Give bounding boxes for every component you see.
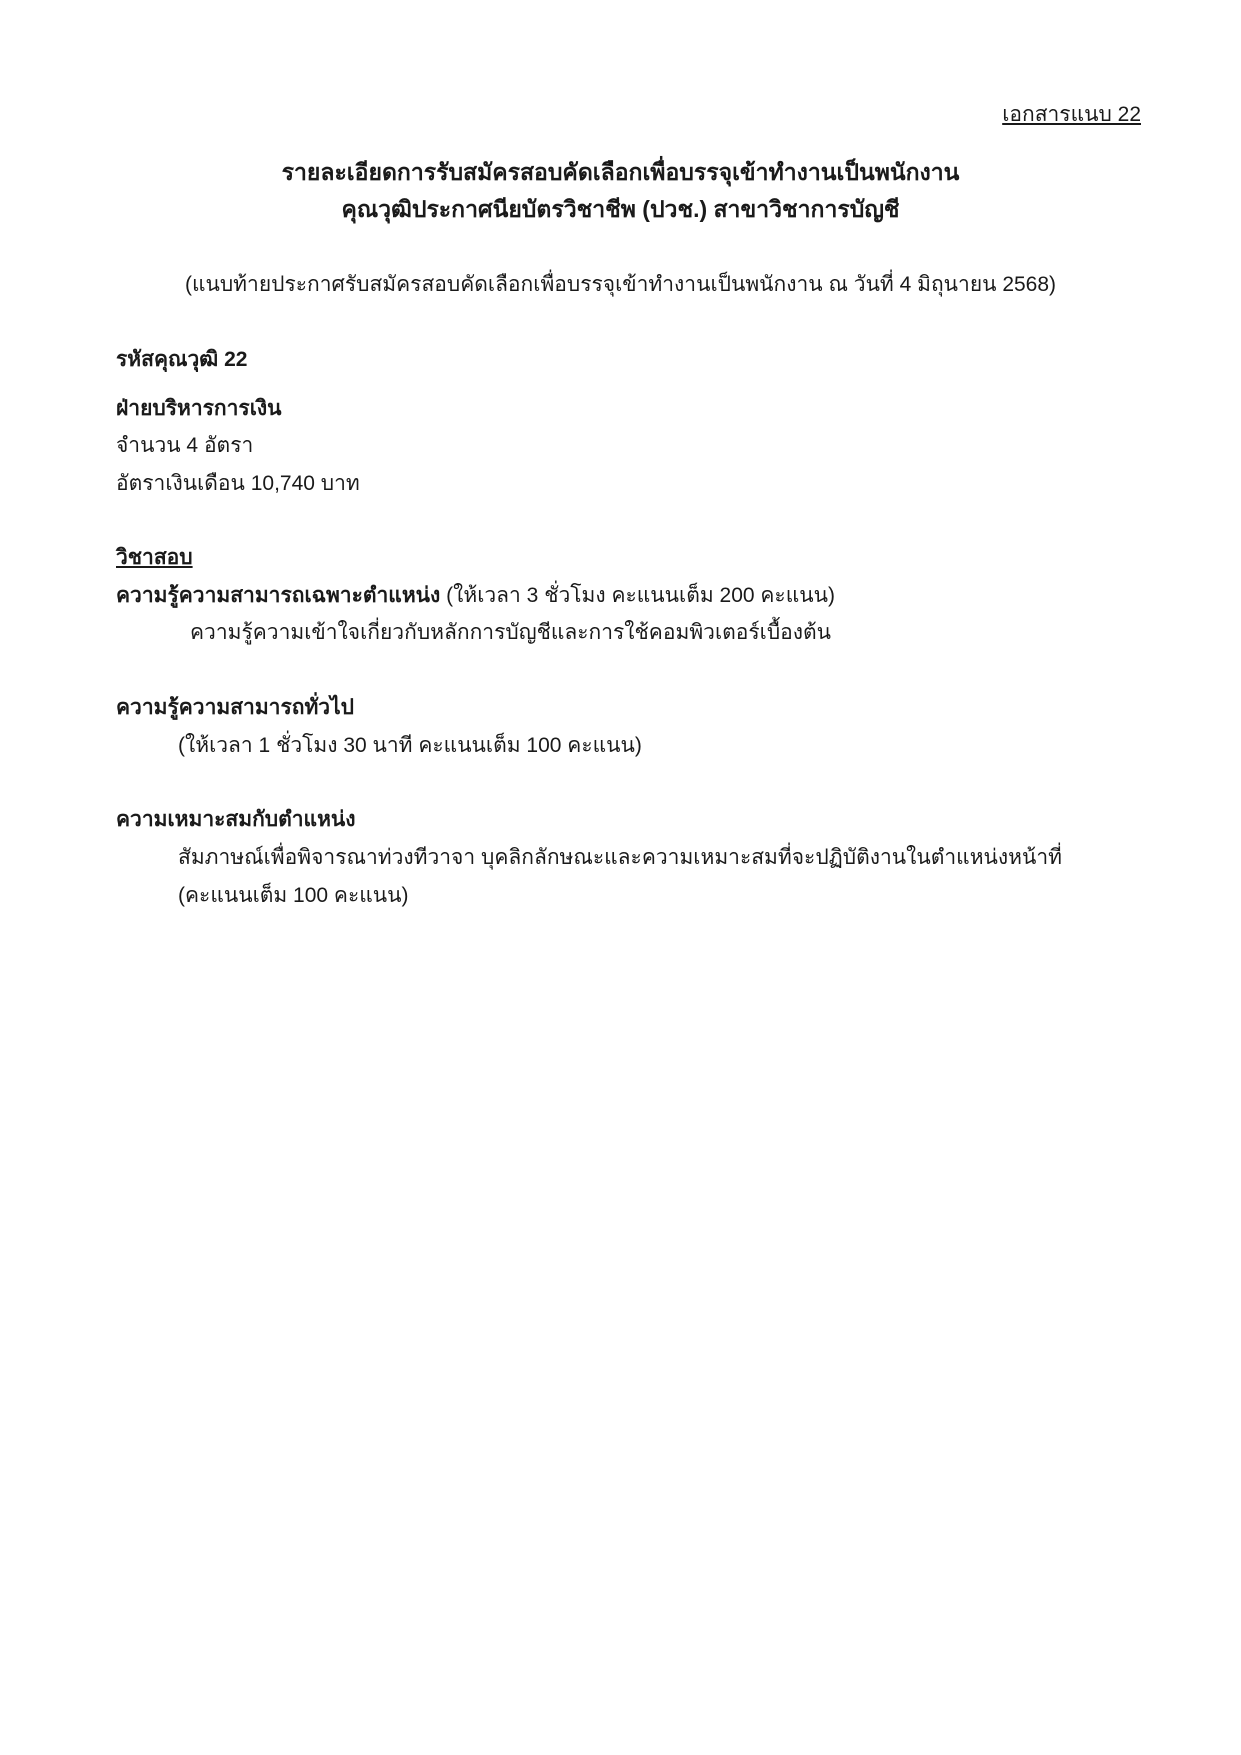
exam-specific-description: ความรู้ความเข้าใจเกี่ยวกับหลักการบัญชีและการใช้คอมพิวเตอร์เบื้องต้น <box>190 621 832 644</box>
salary-rate: อัตราเงินเดือน 10,740 บาท <box>116 472 360 495</box>
exam-specific-detail: (ให้เวลา 3 ชั่วโมง คะแนนเต็ม 200 คะแนน) <box>446 584 835 607</box>
attachment-label: เอกสารแนบ 22 <box>1002 103 1141 126</box>
exam-general-title: ความรู้ความสามารถทั่วไป <box>116 696 354 719</box>
document-title-line-1: รายละเอียดการรับสมัครสอบคัดเลือกเพื่อบรรจุเข้าทำงานเป็นพนักงาน <box>281 159 960 185</box>
exam-suitability-score: (คะแนนเต็ม 100 คะแนน) <box>178 884 409 907</box>
department-name: ฝ่ายบริหารการเงิน <box>116 397 282 420</box>
exam-specific-line <box>116 579 835 612</box>
exam-general-detail: (ให้เวลา 1 ชั่วโมง 30 นาที คะแนนเต็ม 100 คะแนน) <box>178 734 642 757</box>
announcement-note: (แนบท้ายประกาศรับสมัครสอบคัดเลือกเพื่อบรรจุเข้าทำงานเป็นพนักงาน ณ วันที่ 4 มิถุนายน 2568) <box>184 273 1057 296</box>
exam-suitability-description: สัมภาษณ์เพื่อพิจารณาท่วงทีวาจา บุคลิกลักษณะและความเหมาะสมที่จะปฏิบัติงานในตำแหน่งหน้าที่ <box>178 846 1062 869</box>
exam-subjects-heading: วิชาสอบ <box>116 546 193 569</box>
positions-count: จำนวน 4 อัตรา <box>116 434 254 457</box>
exam-suitability-title: ความเหมาะสมกับตำแหน่ง <box>116 808 356 831</box>
exam-specific-title: ความรู้ความสามารถเฉพาะตำแหน่ง <box>116 584 441 607</box>
qualification-code: รหัสคุณวุฒิ 22 <box>116 348 248 371</box>
document-title-line-2: คุณวุฒิประกาศนียบัตรวิชาชีพ (ปวช.) สาขาวิชาการบัญชี <box>341 196 900 222</box>
